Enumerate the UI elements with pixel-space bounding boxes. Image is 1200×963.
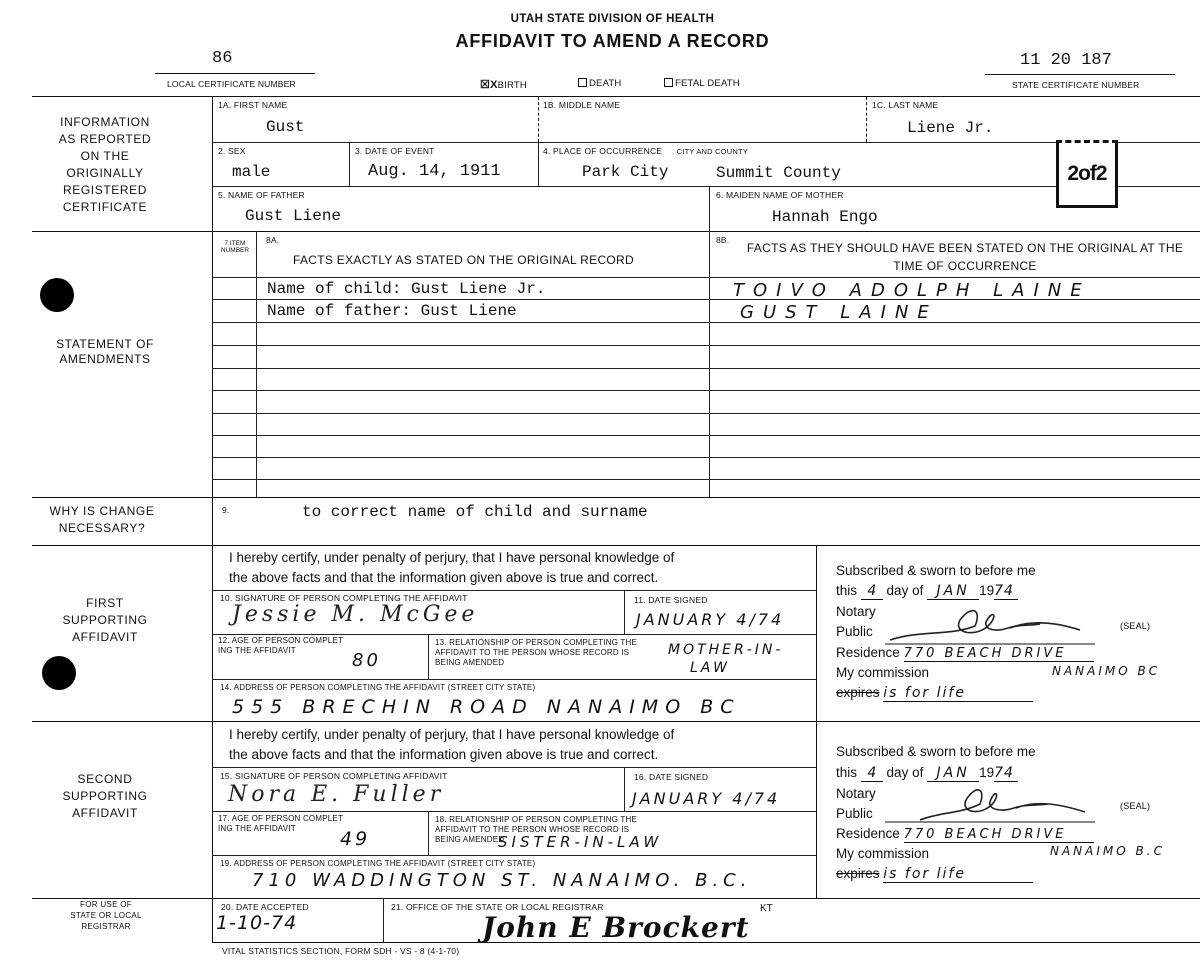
record-type-birth[interactable]: ☒XBIRTH (480, 79, 527, 91)
father-name-value: Gust Liene (245, 207, 342, 225)
page-count-stamp: 2of2 (1056, 140, 1118, 208)
col-b-number: 8B. (716, 235, 730, 245)
date-accepted-label: 20. DATE ACCEPTED (221, 902, 309, 912)
first-expires: expires is for life (836, 685, 1033, 702)
city-value: Park City (582, 163, 669, 181)
first-sig-label: 10. SIGNATURE OF PERSON COMPLETING THE AFFIDAVIT (220, 593, 468, 603)
first-address-value: 555 BRECHIN ROAD NANAIMO BC (232, 696, 741, 718)
first-notary-label: Notary (836, 604, 876, 619)
checkbox-icon (664, 78, 673, 87)
col-a-number: 8A. (266, 235, 280, 245)
registrar-office-label: 21. OFFICE OF THE STATE OR LOCAL REGISTRAR (391, 902, 604, 912)
last-name-value: Liene Jr. (907, 119, 994, 137)
second-sig-label: 15. SIGNATURE OF PERSON COMPLETING AFFIDAVIT (220, 771, 448, 781)
form-title: AFFIDAVIT TO AMEND A RECORD (455, 31, 770, 51)
second-certify-line-2: the above facts and that the information given above is true and correct. (229, 747, 659, 762)
date-of-event-value: Aug. 14, 1911 (368, 162, 501, 181)
middle-name-label: 1B. MIDDLE NAME (543, 100, 621, 110)
first-residence: Residence 770 BEACH DRIVE (836, 645, 1094, 662)
record-type-death[interactable]: DEATH (578, 78, 622, 89)
section-label-amendments: STATEMENT OF AMENDMENTS (56, 337, 154, 366)
first-public-label: Public (836, 624, 873, 639)
second-relationship-value: SISTER-IN-LAW (498, 833, 663, 851)
local-certificate-number: 86 (212, 49, 233, 68)
second-commission-city: NANAIMO B.C (1050, 844, 1165, 858)
first-date-label: 11. DATE SIGNED (634, 595, 708, 605)
first-commission: My commission (836, 665, 930, 680)
why-text: to correct name of child and surname (302, 503, 648, 521)
second-notary-signature (880, 780, 1100, 826)
first-name-label: 1A. FIRST NAME (218, 100, 288, 110)
sex-value: male (232, 163, 271, 181)
second-public-label: Public (836, 806, 873, 821)
sex-label: 2. SEX (218, 146, 246, 156)
county-value: Summit County (716, 164, 841, 182)
col-a-title: FACTS EXACTLY AS STATED ON THE ORIGINAL RECORD (293, 253, 634, 267)
second-date-value: JANUARY 4/74 (632, 789, 781, 808)
second-commission: My commission (836, 846, 930, 861)
last-name-label: 1C. LAST NAME (872, 100, 939, 110)
footer-form-id: VITAL STATISTICS SECTION, FORM SDH - VS - 8 (4-1-70) (222, 946, 460, 956)
first-certify-line-1: I hereby certify, under penalty of perjury, that I have personal knowledge of (229, 550, 675, 565)
second-seal-label: (SEAL) (1120, 801, 1151, 811)
second-address-label: 19. ADDRESS OF PERSON COMPLETING THE AFFIDAVIT (STREET CITY STATE) (220, 859, 536, 868)
state-certificate-label: STATE CERTIFICATE NUMBER (1012, 80, 1140, 90)
section-label-why: WHY IS CHANGE NECESSARY? (49, 504, 155, 535)
item-number-label: 7 ITEM NUMBER (220, 240, 250, 254)
second-address-value: 710 WADDINGTON ST. NANAIMO. B.C. (252, 870, 752, 891)
first-relationship-label: 13. RELATIONSHIP OF PERSON COMPLETING THE AFFIDAVIT TO THE PERSON WHOSE RECORD IS BEING AMENDED (435, 638, 638, 667)
section-label-first-affidavit: FIRST SUPPORTING AFFIDAVIT (62, 596, 148, 644)
section-label-original: INFORMATION AS REPORTED ON THE ORIGINALLY REGISTERED CERTIFICATE (58, 115, 152, 214)
registrar-initials: KT (760, 903, 773, 914)
first-signature: Jessie M. McGee (232, 602, 479, 627)
first-date-value: JANUARY 4/74 (636, 610, 785, 629)
checkbox-checked-icon: ☒ (480, 79, 491, 91)
first-age-value: 80 (352, 650, 381, 671)
date-of-event-label: 3. DATE OF EVENT (355, 146, 435, 156)
first-sworn-line: Subscribed & sworn to before me (836, 563, 1036, 578)
checkbox-icon (578, 78, 587, 87)
first-name-value: Gust (266, 118, 305, 136)
state-certificate-number: 11 20 187 (1020, 51, 1112, 70)
first-notary-signature (880, 600, 1100, 648)
second-age-label: 17. AGE OF PERSON COMPLET ING THE AFFIDAVIT (218, 814, 344, 833)
first-certify-line-2: the above facts and that the information given above is true and correct. (229, 570, 659, 585)
father-name-label: 5. NAME OF FATHER (218, 190, 305, 200)
second-expires: expires is for life (836, 866, 1033, 883)
first-sworn-date: this 4 day of JAN 1974 (836, 583, 1018, 600)
agency-name: UTAH STATE DIVISION OF HEALTH (510, 13, 715, 25)
mother-name-value: Hannah Engo (772, 208, 878, 226)
second-sworn-date: this 4 day of JAN 1974 (836, 765, 1018, 782)
section-label-second-affidavit: SECOND SUPPORTING AFFIDAVIT (62, 772, 148, 820)
first-address-label: 14. ADDRESS OF PERSON COMPLETING THE AFFIDAVIT (STREET CITY STATE) (220, 683, 536, 692)
amendment-row-2-original: Name of father: Gust Liene (267, 302, 517, 320)
registrar-signature: John E Brockert (482, 911, 750, 944)
local-certificate-label: LOCAL CERTIFICATE NUMBER (167, 79, 296, 89)
second-certify-line-1: I hereby certify, under penalty of perjury, that I have personal knowledge of (229, 727, 675, 742)
first-relationship-value-2: LAW (690, 660, 730, 676)
date-accepted-value: 1-10-74 (216, 912, 298, 934)
mother-name-label: 6. MAIDEN NAME OF MOTHER (716, 190, 844, 200)
first-age-label: 12. AGE OF PERSON COMPLET ING THE AFFIDAVIT (218, 636, 344, 655)
second-date-label: 16. DATE SIGNED (634, 772, 709, 782)
first-commission-city: NANAIMO BC (1052, 664, 1161, 678)
second-age-value: 49 (340, 828, 371, 850)
second-relationship-label: 18. RELATIONSHIP OF PERSON COMPLETING THE AFFIDAVIT TO THE PERSON WHOSE RECORD IS BEING AMENDED (435, 815, 638, 844)
why-number: 9. (222, 505, 230, 515)
hole-punch-bottom (42, 656, 76, 690)
col-b-title: FACTS AS THEY SHOULD HAVE BEEN STATED ON THE ORIGINAL AT THE TIME OF OCCURRENCE (746, 241, 1184, 273)
place-of-occurrence-label: 4. PLACE OF OCCURRENCE CITY AND COUNTY (543, 146, 748, 156)
section-label-registrar: FOR USE OF STATE OR LOCAL REGISTRAR (70, 900, 142, 931)
record-type-fetal-death[interactable]: FETAL DEATH (664, 78, 740, 89)
first-relationship-value-1: MOTHER-IN- (668, 642, 784, 658)
amendment-row-2-corrected: GUST LAINE (740, 302, 938, 323)
second-sworn-line: Subscribed & sworn to before me (836, 744, 1036, 759)
amendment-row-1-corrected: TOIVO ADOLPH LAINE (733, 280, 1091, 301)
second-residence: Residence 770 BEACH DRIVE (836, 826, 1094, 843)
first-seal-label: (SEAL) (1120, 621, 1151, 631)
second-signature: Nora E. Fuller (228, 782, 445, 807)
second-notary-label: Notary (836, 786, 876, 801)
amendment-row-1-original: Name of child: Gust Liene Jr. (267, 280, 546, 298)
hole-punch-top (40, 278, 74, 312)
